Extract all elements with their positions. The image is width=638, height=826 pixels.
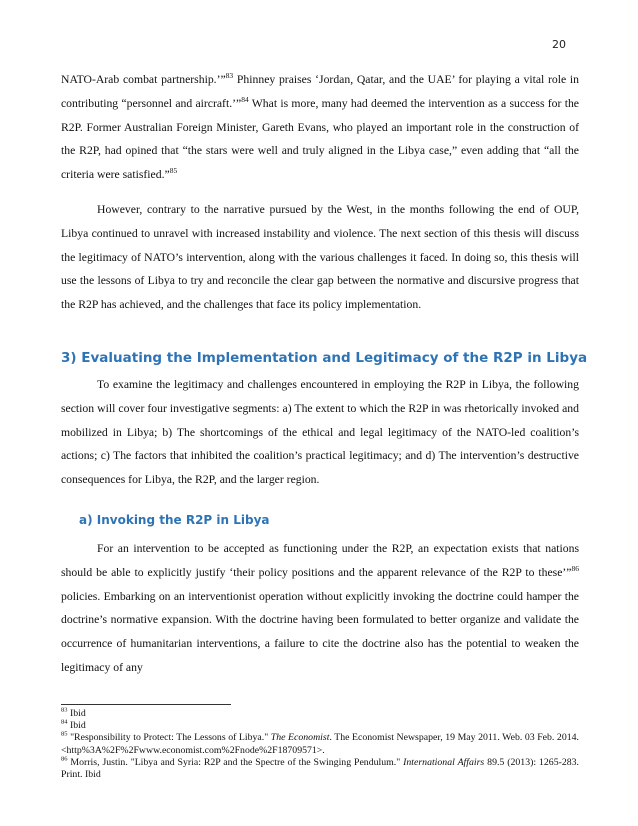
footnote-ref: 85 [61, 731, 68, 739]
footnote-ref: 84 [241, 94, 249, 104]
footnote-ref: 86 [571, 563, 579, 573]
paragraph: To examine the legitimacy and challenges encountered in employing the R2P in Libya, the following section will cover four investigative segments: a) The extent to which the R2P in was rhetorically invoked and mobilized in Libya; b) The shortcomings of the ethical and legal legitimacy of the NATO-led coalition’s actions; c) The factors that inhibited the coalition’s practical legitimacy; and d) The intervention’s destructive consequences for Libya, the R2P, and the larger region. [61, 378, 579, 487]
subsection-heading: a) Invoking the R2P in Libya [79, 513, 270, 527]
paragraph: NATO-Arab combat partnership.’”$^{83}$ Phinney praises ‘Jordan, Qatar, and the UAE’ for playing a vital role in contributing “personnel and aircraft.’”$^{84}$ What is more, many had deemed the intervention as a success for the R2P. Former Australian Foreign Minister, Gareth Evans, who played an important role in the construction of the R2P, had opined that “the stars were well and truly aligned in the Libya case,” even adding that “all the criteria were satisfied.”$^{85}$ [61, 71, 580, 182]
paragraph: However, contrary to the narrative pursued by the West, in the months following the end of OUP, Libya continued to unravel with increased instability and violence. The next section of this thesis will discuss the legitimacy of NATO’s intervention, along with the various challenges it faced. In doing so, this thesis will use the lessons of Libya to try and reconcile the clear gap between the normative and discursive progress that the R2P has achieved, and the challenges that face its policy implementation. [61, 202, 579, 312]
footnote-ref: 85 [169, 166, 178, 176]
body-text-top [61, 68, 579, 317]
footnote-ref: 86 [61, 755, 68, 763]
body-text-mid [61, 373, 579, 492]
section-heading: 3) Evaluating the Implementation and Legitimacy of the R2P in Libya [61, 350, 588, 366]
footnote: $^{86}$ Morris, Justin. "Libya and Syria: R2P and the Spectre of the Swinging Pendulum." International Affairs 89.5 (2013): 1265-283. Print. Ibid [61, 755, 580, 781]
footnotes [61, 708, 579, 781]
footnote: $^{84}$ Ibid [61, 718, 86, 732]
footnote: $^{83}$ Ibid [61, 706, 86, 719]
paragraph: For an intervention to be accepted as functioning under the R2P, an expectation exists that nations should be able to explicitly justify ‘their policy positions and the apparent relevance of the R2P to these’”$^{86}$ policies. Embarking on an interventionist operation without explicitly invoking the doctrine could hamper the doctrine’s normative expansion. With the doctrine having been formulated to better organize and validate the occurrence of humanitarian interventions, a failure to cite the doctrine also has the potential to weaken the legitimacy of any [61, 542, 579, 674]
footnote-ref: 83 [225, 71, 234, 81]
page-number: 20 [552, 38, 566, 51]
footnote: $^{85}$ "Responsibility to Protect: The Lessons of Libya." The Economist. The Economist Newspaper, 19 May 2011. Web. 03 Feb. 2014. <http%3A%2F%2Fwww.economist.com%2Fnode%2F18709571>. [61, 731, 579, 756]
body-text-bottom [61, 537, 579, 680]
footnote-ref: 84 [61, 718, 68, 726]
footnote-ref: 83 [61, 706, 68, 714]
italic-title: International Affairs [403, 756, 485, 768]
italic-title: The Economist [270, 732, 330, 744]
footnote-separator [61, 704, 231, 705]
